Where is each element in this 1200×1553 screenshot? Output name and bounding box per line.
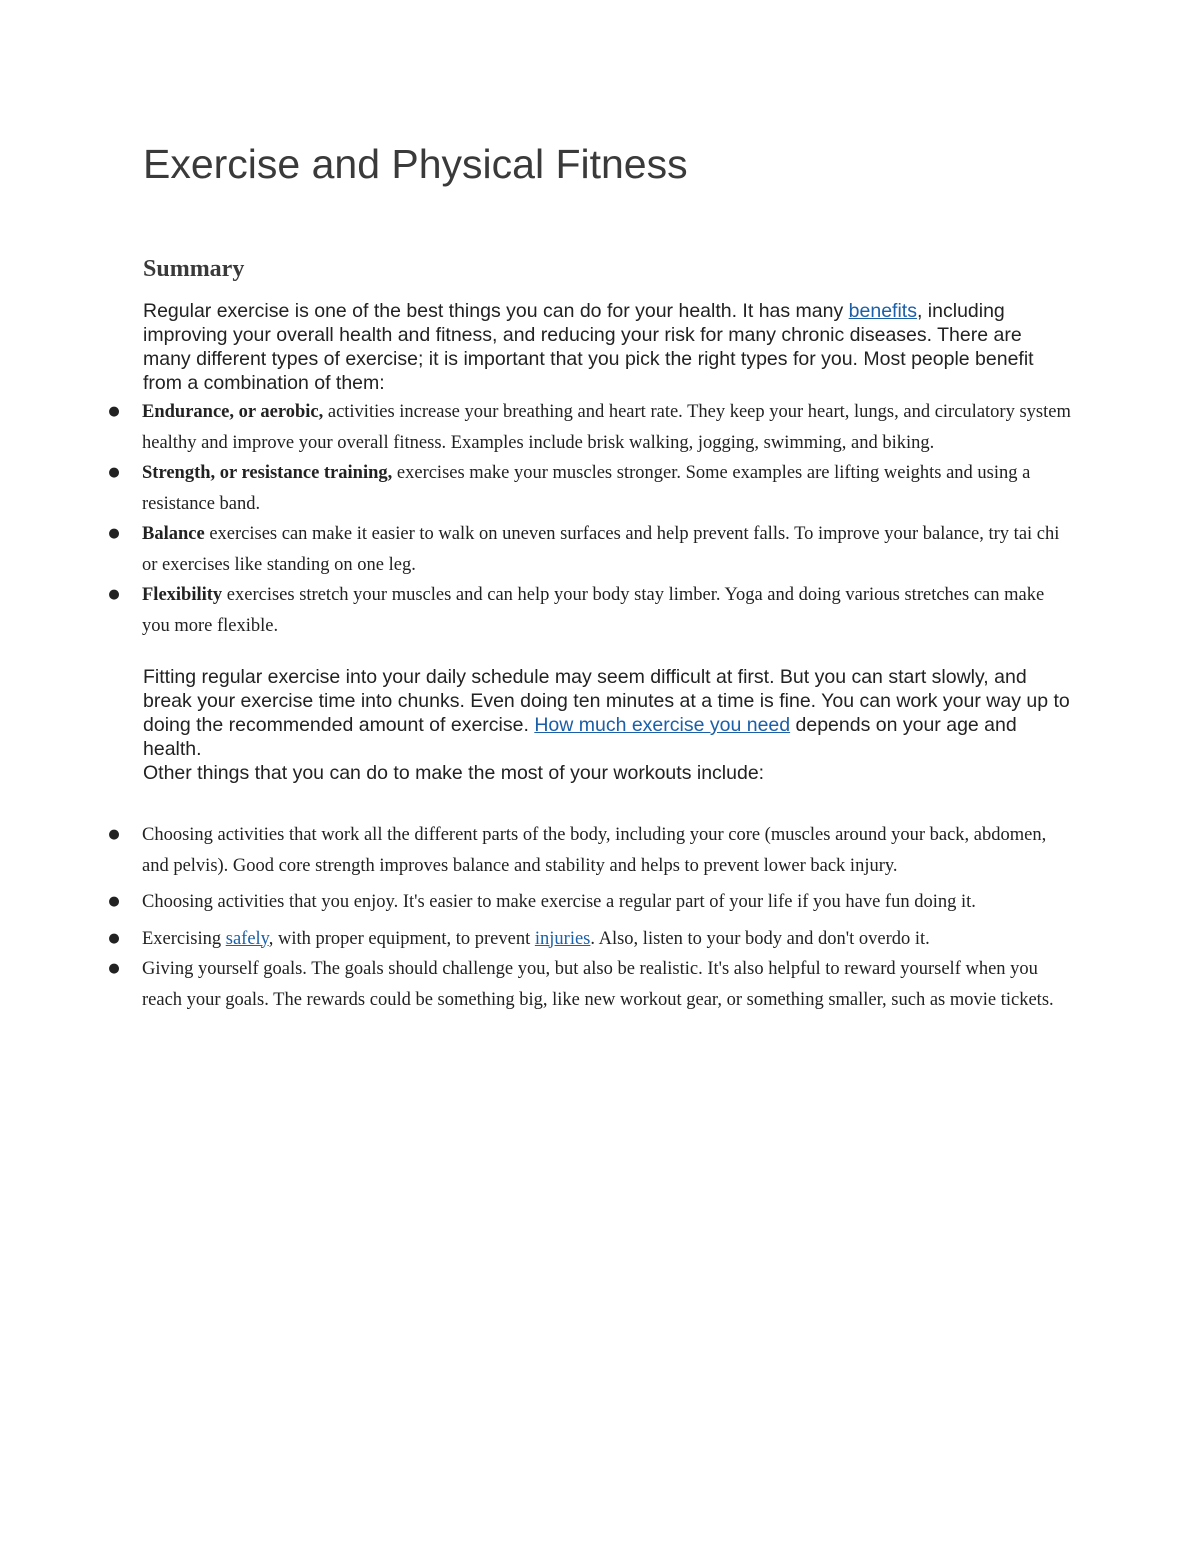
list-item xyxy=(104,924,1074,955)
list-item-bold: Endurance, or aerobic, xyxy=(142,402,324,422)
bullet-dot-icon: ● xyxy=(108,404,120,419)
injuries-link[interactable]: injuries xyxy=(534,928,591,949)
tip-core-text: Choosing activities that work all the different parts of the body, including your core (muscles around your back, abdomen, and pelvis). Good core strength improves balance and stability and helps to prevent lower back injury. xyxy=(142,825,1047,876)
bullet-dot-icon: ● xyxy=(108,465,120,480)
list-item-bold: Strength, or resistance training, xyxy=(142,463,393,483)
bullet-dot-icon: ● xyxy=(108,587,120,602)
fitting-text-1: Fitting regular exercise into your daily schedule may seem difficult at first. But you can start slowly, and break your exercise time into chunks. Even doing ten minutes at a time is fine. You can work your way up to doing the recommended amount of exercise. xyxy=(143,666,1070,736)
exercise-types-list xyxy=(104,397,1074,641)
fitting-paragraph xyxy=(143,665,1073,761)
how-much-exercise-link[interactable]: How much exercise you need xyxy=(534,714,791,736)
bullet-dot-icon: ● xyxy=(108,526,120,541)
workout-tips-list xyxy=(104,820,1074,1021)
page-title: Exercise and Physical Fitness xyxy=(143,141,688,187)
intro-text-1: Regular exercise is one of the best things you can do for your health. It has many xyxy=(143,300,849,322)
bullet-dot-icon: ● xyxy=(108,930,120,946)
list-item-text: activities increase your breathing and heart rate. They keep your heart, lungs, and circulatory system healthy and improve your overall fitness. Examples include brisk walking, jogging, swimming, and biking. xyxy=(142,402,1071,453)
bullet-dot-icon: ● xyxy=(108,961,120,976)
benefits-link[interactable]: benefits xyxy=(848,300,917,322)
list-item-bold: Flexibility xyxy=(142,585,223,605)
list-item xyxy=(104,820,1074,881)
list-item xyxy=(104,458,1074,519)
fitting-text-2: depends on your age and health. xyxy=(143,714,1017,760)
list-item-text: exercises stretch your muscles and can help your body stay limber. Yoga and doing various stretches can make you more flexible. xyxy=(142,585,1045,636)
tip-safely-mid: , with proper equipment, to prevent xyxy=(268,928,535,949)
intro-paragraph xyxy=(143,299,1073,395)
intro-text-2: , including improving your overall health and fitness, and reducing your risk for many chronic diseases. There are many different types of exercise; it is important that you pick the right types for you. Most people benefit from a combination of them: xyxy=(143,300,1034,394)
summary-heading: Summary xyxy=(143,256,245,282)
list-item-text: exercises can make it easier to walk on uneven surfaces and help prevent falls. To improve your balance, try tai chi or exercises like standing on one leg. xyxy=(142,524,1060,575)
list-item xyxy=(104,580,1074,641)
list-item xyxy=(104,519,1074,580)
list-item-text: exercises make your muscles stronger. Some examples are lifting weights and using a resistance band. xyxy=(142,463,1031,514)
bullet-dot-icon: ● xyxy=(108,894,120,909)
tip-safely-prefix: Exercising xyxy=(142,928,226,949)
tip-enjoy-text: Choosing activities that you enjoy. It's easier to make exercise a regular part of your life if you have fun doing it. xyxy=(142,892,976,912)
other-things-paragraph: Other things that you can do to make the most of your workouts include: xyxy=(143,762,765,784)
list-item xyxy=(104,954,1074,1015)
fitting-section xyxy=(143,665,1073,785)
tip-goals-text: Giving yourself goals. The goals should challenge you, but also be realistic. It's also helpful to reward yourself when you reach your goals. The rewards could be something big, like new workout gear, or something smaller, such as movie tickets. xyxy=(142,959,1054,1010)
list-item xyxy=(104,397,1074,458)
safely-link[interactable]: safely xyxy=(225,928,269,949)
bullet-dot-icon: ● xyxy=(108,827,120,842)
list-item xyxy=(104,887,1074,918)
tip-safely-suffix: . Also, listen to your body and don't overdo it. xyxy=(590,928,930,949)
list-item-bold: Balance xyxy=(142,524,205,544)
